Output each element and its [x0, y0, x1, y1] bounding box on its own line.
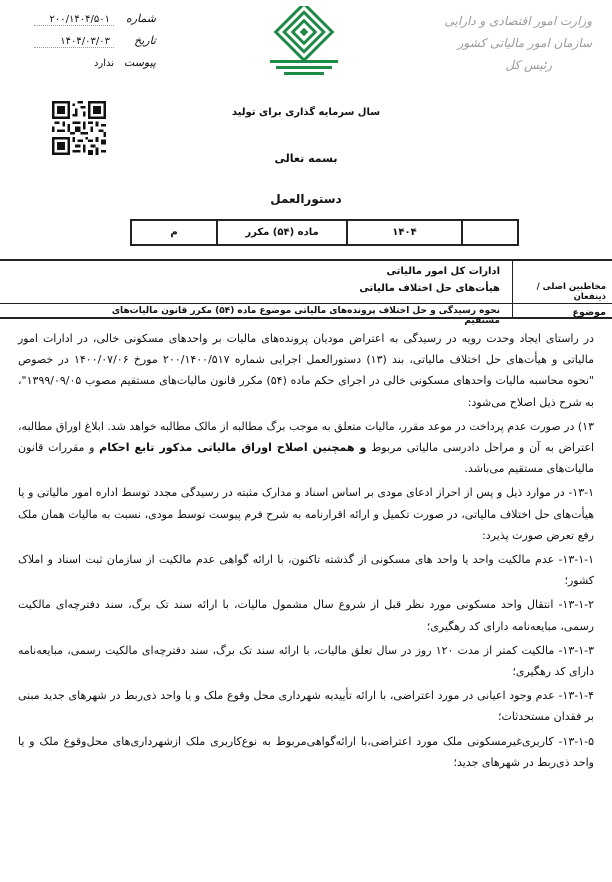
body-paragraph-13-1-3: ۱۳-۱-۳- مالکیت کمتر از مدت ۱۲۰ روز در سال تعلق مالیات، با ارائه سند تک برگ، سند دفترچه‌ای مالکیت رسمی، مبایعه‌نامه دارای کد رهگیری؛	[18, 643, 594, 679]
instruction-meta-table	[130, 219, 519, 246]
body-paragraph-intro: در راستای ایجاد وحدت رویه در رسیدگی به اعتراض مودیان پرونده‌های مالیات بر واحدهای مسکونی خالی، در ادارات امور مالیاتی و هیأت‌های حل اختلاف مالیاتی، بند (۱۳) دستورالعمل اجرایی شماره ۲۰۰/۱۴۰۰/۵۱۷ مورخ ۱۴۰۰/۰۷/۰۶ در خصوص "نحوه محاسبه مالیات واحدهای مسکونی خالی در اجرای حکم ماده (۵۴) مکرر قانون مالیات‌های مستقیم مصوب ۱۳۹۹/۰۹/۰۵"، به شرح ذیل اصلاح می‌شود:	[18, 332, 595, 409]
addressee-table	[0, 259, 612, 326]
ministry-line-2: سازمان امور مالیاتی کشور	[457, 36, 592, 50]
body-paragraph-13-1: ۱۳-۱- در موارد ذیل و پس از احراز ادعای مودی بر اساس اسناد و مدارک مثبته در رسیدگی مجدد توسط اداره امور مالیاتی و یا هیأت‌های حل اختلاف مالیاتی، در صورت تکمیل و ارائه اقرارنامه به شرح فرم پیوست توسط مودی، نسبت به مالیات همان ملک رفع تعرض صورت پذیرد:	[18, 486, 594, 542]
subject-text: نحوه رسیدگی و حل اختلاف پرونده‌های مالیاتی موضوع ماده (۵۴) مکرر قانون مالیات‌های مستقیم	[111, 306, 500, 326]
letter-date-value: ۱۴۰۴/۰۳/۰۳	[34, 36, 114, 48]
ministry-header	[392, 10, 592, 76]
body-paragraph-13-part-c: و مقررات قانون مالیات‌های مستقیم می‌باشد.	[18, 441, 594, 476]
letter-date-label: تاریخ	[134, 34, 156, 47]
letter-meta	[26, 12, 156, 78]
tax-organization-logo-icon	[262, 6, 346, 78]
body-paragraph-13-1-5: ۱۳-۱-۵- کاربری‌غیرمسکونی ملک مورد اعتراضی،با ارائه‌گواهی‌مربوط به نوع‌کاربری ملک ازشهرداری‌های محل‌وقوع ملک و یا واحد ذی‌ربط در شهرهای جدید؛	[18, 734, 594, 769]
year-slogan: سال سرمایه گذاری برای تولید	[231, 107, 381, 118]
addressee-divider-horizontal	[0, 303, 612, 304]
letter-attachment-label: پیوست	[123, 56, 156, 69]
meta-cell-code: م	[132, 221, 218, 244]
page-title: دستورالعمل	[270, 192, 342, 206]
letter-date-row	[26, 34, 156, 56]
addressee-divider-vertical	[512, 261, 513, 317]
body-paragraph-13-part-a: ۱۳) در صورت عدم پرداخت در موعد مقرر، مالیات متعلق به موجب برگ مطالبه از مالک مطالبه خواهد شد. ابلاغ اوراق مطالبه، اعتراض به آن و مراحل دادرسی مالیاتی مربوط	[18, 419, 594, 455]
subject-label: موضوع	[572, 307, 606, 318]
addressee-line-1: ادارات کل امور مالیاتی	[386, 266, 500, 277]
body-paragraph-13-emphasis: و همچنین اصلاح اوراق مالیاتی مذکور تابع احکام	[99, 441, 367, 455]
meta-cell-year: ۱۴۰۴	[348, 221, 463, 244]
ministry-line-1: وزارت امور اقتصادی و دارایی	[444, 14, 592, 28]
body-paragraph-13-1-2: ۱۳-۱-۲- انتقال واحد مسکونی مورد نظر قبل از شروع سال مشمول مالیات، با ارائه سند تک برگ، سند دفترچه‌ای مالکیت رسمی، مبایعه‌نامه دارای کد رهگیری؛	[18, 598, 594, 633]
addressee-label: مخاطبین اصلی / ذینفعان	[536, 282, 606, 302]
basmala: بسمه تعالی	[274, 152, 338, 165]
letter-attachment-row	[26, 56, 156, 78]
meta-cell-empty	[463, 221, 517, 244]
ministry-line-3: رئیس کل	[505, 58, 552, 72]
instruction-body	[18, 328, 594, 776]
body-paragraph-13-1-4: ۱۳-۱-۴- عدم وجود اعیانی در مورد اعتراضی، با ارائه تأییدیه شهرداری محل وقوع ملک و یا واحد ذی‌ربط در شهرهای جدید مبنی بر فقدان مستحدثات؛	[18, 689, 594, 724]
meta-cell-article: ماده (۵۴) مکرر	[218, 221, 348, 244]
letter-attachment-value: ندارد	[93, 58, 114, 69]
addressee-line-2: هیأت‌های حل اختلاف مالیاتی	[359, 283, 500, 294]
body-paragraph-13-1-1: ۱۳-۱-۱- عدم مالکیت واحد یا واحد های مسکونی از گذشته تاکنون، با ارائه گواهی عدم مالکیت از سازمان ثبت اسناد و املاک کشور؛	[18, 553, 594, 588]
letter-number-row	[26, 12, 156, 34]
body-paragraph-13	[18, 416, 594, 480]
letter-number-value: ۲۰۰/۱۴۰۴/۵۰۱	[34, 14, 114, 26]
letter-number-label: شماره	[125, 12, 156, 25]
